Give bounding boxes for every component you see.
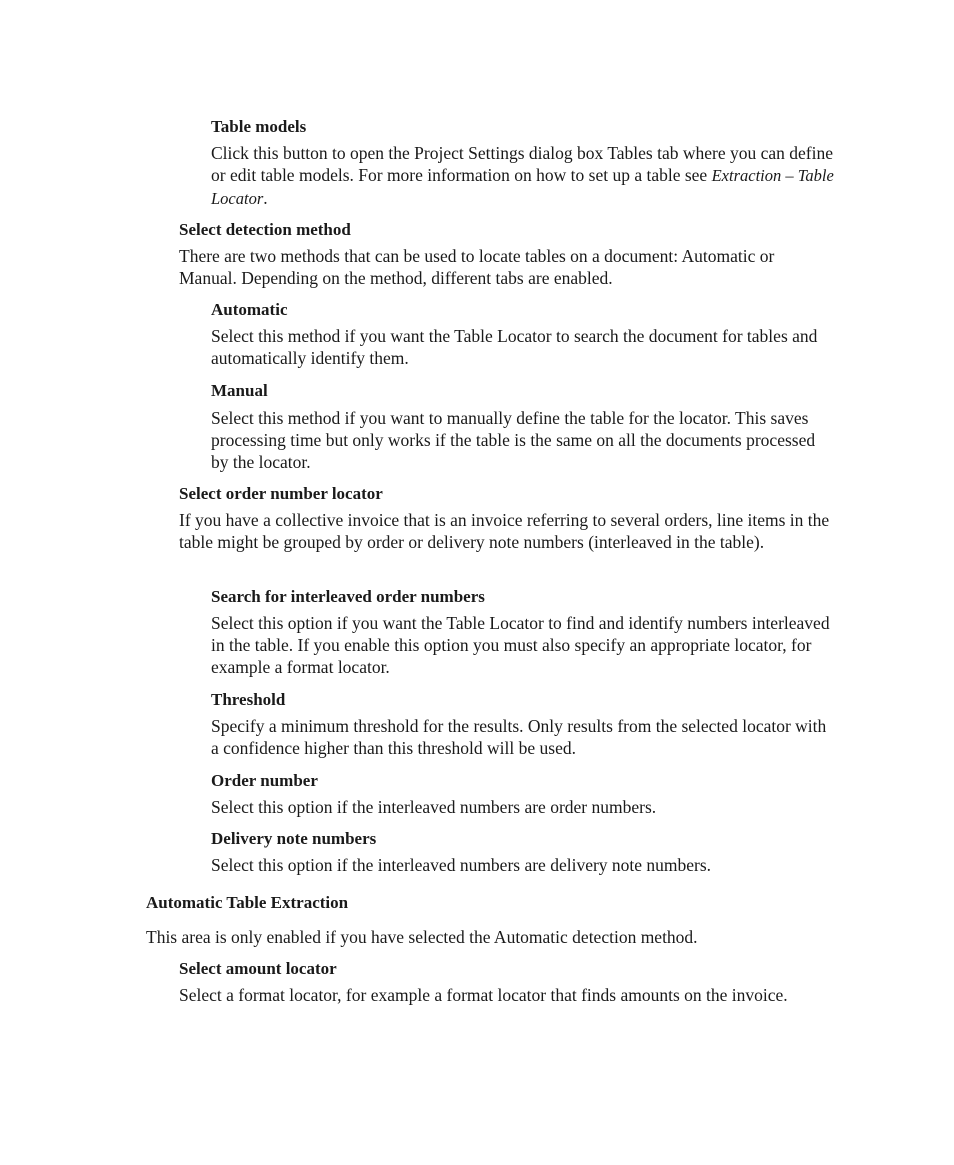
text-threshold: Specify a minimum threshold for the results. Only results from the selected locator with a confidence higher than this threshold will be used. — [211, 716, 827, 758]
heading-delivery-note-numbers: Delivery note numbers — [211, 829, 377, 848]
heading-automatic: Automatic — [211, 300, 288, 319]
text-delivery-note-numbers: Select this option if the interleaved numbers are delivery note numbers. — [211, 855, 712, 875]
heading-search-interleaved: Search for interleaved order numbers — [211, 587, 485, 606]
text-table-models-body: Click this button to open the Project Settings dialog box Tables tab where you can define or edit table models. For more information on how to set up a table see — [211, 143, 834, 185]
heading-select-amount-locator: Select amount locator — [179, 959, 337, 978]
text-table-models-end: . — [263, 188, 268, 208]
link-extraction-table-locator[interactable]: Extraction – Table Locator — [211, 166, 834, 208]
text-select-amount-locator: Select a format locator, for example a format locator that finds amounts on the invoice. — [179, 985, 788, 1005]
text-order-number: Select this option if the interleaved numbers are order numbers. — [211, 797, 657, 817]
heading-automatic-table-extraction: Automatic Table Extraction — [146, 893, 349, 912]
heading-threshold: Threshold — [211, 690, 286, 709]
text-search-interleaved: Select this option if you want the Table Locator to find and identify numbers interleaved in the table. If you enable this option you must also specify an appropriate locator, for example a format locator. — [211, 613, 830, 677]
text-automatic: Select this method if you want the Table Locator to search the document for tables and automatically identify them. — [211, 326, 818, 368]
heading-table-models: Table models — [211, 117, 307, 136]
heading-select-detection-method: Select detection method — [179, 220, 351, 239]
heading-manual: Manual — [211, 381, 268, 400]
heading-order-number: Order number — [211, 771, 318, 790]
heading-select-order-number-locator: Select order number locator — [179, 484, 383, 503]
text-select-order-number-locator: If you have a collective invoice that is an invoice referring to several orders, line items in the table might be grouped by order or delivery note numbers (interleaved in the table). — [179, 510, 830, 552]
text-automatic-table-extraction: This area is only enabled if you have selected the Automatic detection method. — [146, 927, 698, 947]
text-select-detection-method: There are two methods that can be used to locate tables on a document: Automatic or Manual. Depending on the method, different tabs are enabled. — [179, 246, 775, 288]
text-table-models — [211, 142, 836, 210]
text-manual: Select this method if you want to manually define the table for the locator. This saves processing time but only works if the table is the same on all the documents processed by the locator. — [211, 408, 816, 472]
